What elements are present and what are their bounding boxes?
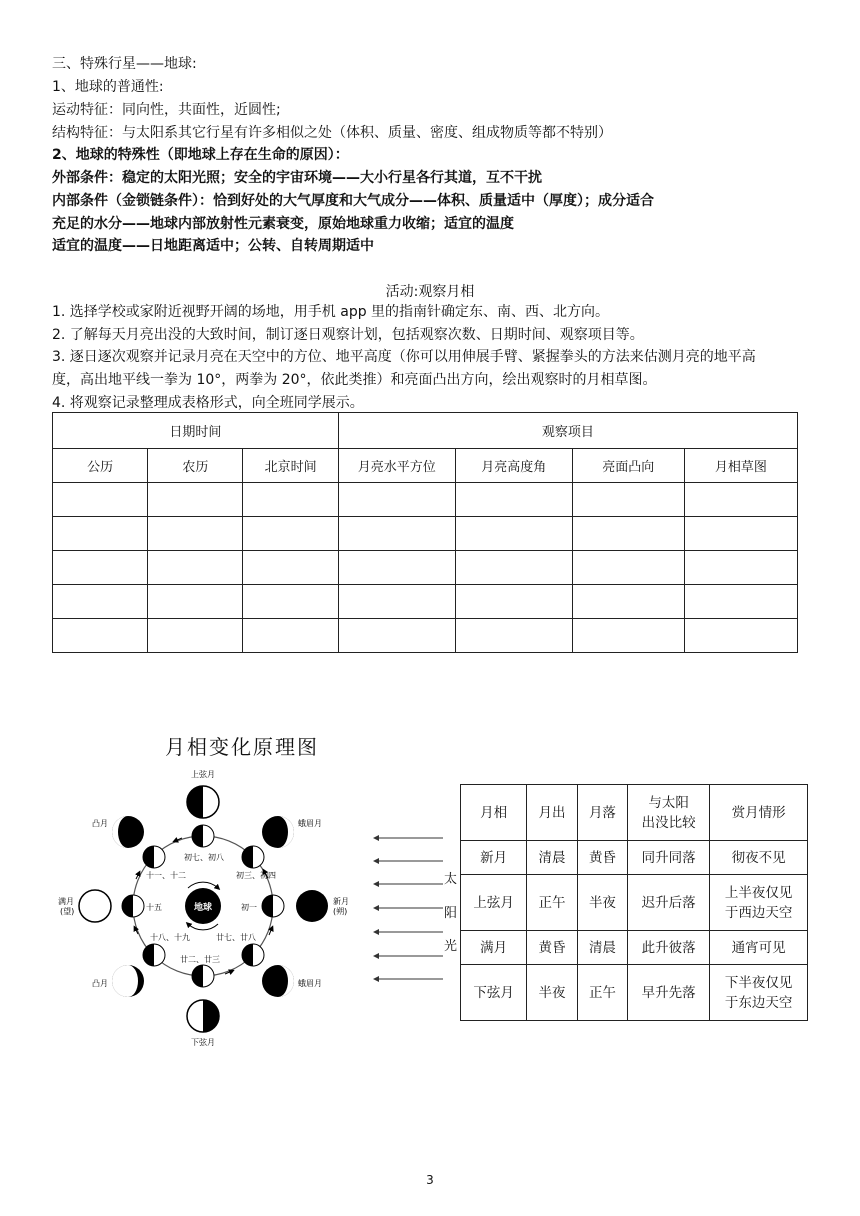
- empty-cell[interactable]: [338, 517, 455, 551]
- label-day-11-12: 十一、十二: [146, 871, 186, 880]
- cell-line: 于东边天空: [724, 994, 793, 1011]
- empty-cell[interactable]: [338, 585, 455, 619]
- temperature-condition: 适宜的温度——日地距离适中；公转、自转周期适中: [52, 238, 374, 254]
- cell: 清晨: [527, 841, 577, 875]
- label-full-moon: 满月: [58, 897, 74, 906]
- empty-cell[interactable]: [338, 483, 455, 517]
- activity-title: 活动:观察月相: [385, 284, 475, 300]
- empty-cell[interactable]: [338, 619, 455, 653]
- moon-phase-diagram: [50, 760, 360, 1060]
- col-header-line: 与太阳: [648, 794, 689, 811]
- cell: [710, 875, 808, 931]
- table-row: [461, 841, 808, 875]
- cell: [710, 965, 808, 1021]
- cell: 清晨: [577, 931, 627, 965]
- page-number: 3: [426, 1173, 434, 1187]
- last-quarter-moon-icon: [187, 1000, 219, 1032]
- cell: 同升同落: [628, 841, 710, 875]
- col-header: 月落: [577, 785, 627, 841]
- cell: 下弦月: [461, 965, 527, 1021]
- inner-moon-icon: [242, 944, 264, 966]
- label-first-quarter: 上弦月: [191, 770, 215, 779]
- label-day-22-23: 廿二、廿三: [180, 955, 220, 964]
- empty-cell[interactable]: [572, 483, 684, 517]
- empty-cell[interactable]: [53, 551, 148, 585]
- empty-cell[interactable]: [243, 483, 338, 517]
- activity-step-3-cont: 度，高出地平线一拳为 10°，两拳为 20°，依此类推）和亮面凸出方向，绘出观察时的月相草图。: [52, 372, 657, 388]
- empty-cell[interactable]: [572, 585, 684, 619]
- label-day-18-19: 十八、十九: [150, 933, 190, 942]
- label-day-7-8: 初七、初八: [184, 853, 224, 862]
- external-conditions: 外部条件：稳定的太阳光照；安全的宇宙环境——大小行星各行其道，互不干扰: [52, 170, 542, 186]
- cell: 通宵可见: [710, 931, 808, 965]
- table-row: [53, 585, 798, 619]
- subheading-general: 1、地球的普通性:: [52, 79, 164, 95]
- empty-cell[interactable]: [684, 585, 797, 619]
- empty-cell[interactable]: [148, 619, 243, 653]
- motion-features: 运动特征：同向性，共面性，近圆性;: [52, 102, 281, 118]
- activity-step-1: 1. 选择学校或家附近视野开阔的场地，用手机 app 里的指南针确定东、南、西、北方向。: [52, 304, 610, 320]
- inner-moon-icon: [192, 825, 214, 847]
- internal-conditions: 内部条件（金锁链条件）：恰到好处的大气厚度和大气成分——体积、质量适中（厚度）；成分适合: [52, 193, 654, 209]
- cell: 此升彼落: [628, 931, 710, 965]
- col-header: 农历: [148, 449, 243, 483]
- col-header: 月相草图: [684, 449, 797, 483]
- cell: 正午: [577, 965, 627, 1021]
- empty-cell[interactable]: [684, 517, 797, 551]
- empty-cell[interactable]: [684, 483, 797, 517]
- empty-cell[interactable]: [148, 585, 243, 619]
- observation-table: [52, 412, 798, 653]
- table-row: [53, 619, 798, 653]
- empty-cell[interactable]: [148, 551, 243, 585]
- label-day-27-28: 廿七、廿八: [216, 933, 256, 942]
- empty-cell[interactable]: [53, 483, 148, 517]
- empty-cell[interactable]: [455, 585, 572, 619]
- cell-line: 上半夜仅见: [724, 884, 793, 901]
- inner-moon-icon: [143, 944, 165, 966]
- col-header: 亮面凸向: [572, 449, 684, 483]
- section-heading: 三、特殊行星——地球:: [52, 56, 197, 72]
- empty-cell[interactable]: [455, 619, 572, 653]
- label-new-moon-sub: (朔): [333, 907, 348, 916]
- empty-cell[interactable]: [53, 619, 148, 653]
- activity-step-2: 2. 了解每天月亮出没的大致时间，制订逐日观察计划，包括观察次数、日期时间、观察项目等。: [52, 327, 644, 343]
- col-header: 北京时间: [243, 449, 338, 483]
- col-header: 月出: [527, 785, 577, 841]
- new-moon-icon: [296, 890, 328, 922]
- label-waxing-crescent: 蛾眉月: [298, 819, 322, 828]
- empty-cell[interactable]: [243, 517, 338, 551]
- label-waning-crescent: 蛾眉月: [298, 979, 322, 988]
- cell: 半夜: [527, 965, 577, 1021]
- inner-moon-icon: [192, 965, 214, 987]
- empty-cell[interactable]: [455, 483, 572, 517]
- label-full-moon-sub: (望): [60, 907, 75, 916]
- inner-moon-icon: [262, 895, 284, 917]
- activity-step-4: 4. 将观察记录整理成表格形式，向全班同学展示。: [52, 395, 364, 411]
- subheading-special: 2、地球的特殊性（即地球上存在生命的原因）：: [52, 147, 349, 163]
- empty-cell[interactable]: [572, 551, 684, 585]
- label-last-quarter: 下弦月: [191, 1038, 215, 1047]
- table-row: [461, 931, 808, 965]
- table-row: [53, 517, 798, 551]
- col-header: 月相: [461, 785, 527, 841]
- empty-cell[interactable]: [684, 619, 797, 653]
- cell: 满月: [461, 931, 527, 965]
- inner-moon-icon: [242, 846, 264, 868]
- activity-step-3: 3. 逐日逐次观察并记录月亮在天空中的方位、地平高度（你可以用伸展手臂、紧握拳头的方法来估测月亮的地平高: [52, 349, 756, 365]
- empty-cell[interactable]: [243, 551, 338, 585]
- cell: 新月: [461, 841, 527, 875]
- waning-crescent-bottom-icon: [262, 965, 294, 997]
- col-header: 公历: [53, 449, 148, 483]
- sunlight-label-3: 光: [444, 939, 458, 954]
- rotation-arrow: [188, 924, 218, 930]
- cell: 彻夜不见: [710, 841, 808, 875]
- empty-cell[interactable]: [572, 517, 684, 551]
- empty-cell[interactable]: [243, 585, 338, 619]
- col-header: 赏月情形: [710, 785, 808, 841]
- empty-cell[interactable]: [53, 585, 148, 619]
- table-row: [461, 965, 808, 1021]
- cell: 黄昏: [577, 841, 627, 875]
- label-day-3-4: 初三、初四: [236, 871, 276, 880]
- empty-cell[interactable]: [338, 551, 455, 585]
- label-gibbous-bottom: 凸月: [92, 979, 108, 988]
- empty-cell[interactable]: [455, 517, 572, 551]
- sunlight-label-2: 阳: [444, 906, 458, 921]
- gibbous-bottom-icon: [112, 965, 144, 997]
- label-day-15: 十五: [146, 903, 162, 912]
- cell: 黄昏: [527, 931, 577, 965]
- group-header-datetime: 日期时间: [53, 413, 339, 449]
- col-header: 月亮高度角: [455, 449, 572, 483]
- empty-cell[interactable]: [148, 517, 243, 551]
- rotation-arrow: [188, 882, 218, 888]
- full-moon-icon: [79, 890, 111, 922]
- inner-moon-icon: [143, 846, 165, 868]
- empty-cell[interactable]: [572, 619, 684, 653]
- label-gibbous-top: 凸月: [92, 819, 108, 828]
- sunlight-label-1: 太: [444, 872, 458, 887]
- empty-cell[interactable]: [243, 619, 338, 653]
- water-condition: 充足的水分——地球内部放射性元素衰变，原始地球重力收缩；适宜的温度: [52, 216, 514, 232]
- table-row: [53, 483, 798, 517]
- cell: 半夜: [577, 875, 627, 931]
- cell: 上弦月: [461, 875, 527, 931]
- cell: 早升先落: [628, 965, 710, 1021]
- cell-line: 下半夜仅见: [724, 974, 793, 991]
- col-header: [628, 785, 710, 841]
- empty-cell[interactable]: [684, 551, 797, 585]
- empty-cell[interactable]: [455, 551, 572, 585]
- cell: 迟升后落: [628, 875, 710, 931]
- empty-cell[interactable]: [53, 517, 148, 551]
- earth-label: 地球: [193, 903, 213, 913]
- group-header-items: 观察项目: [338, 413, 797, 449]
- empty-cell[interactable]: [148, 483, 243, 517]
- inner-moon-icon: [122, 895, 144, 917]
- moon-phase-table: [460, 784, 808, 1021]
- diagram-title: 月相变化原理图: [165, 735, 319, 759]
- table-row: [53, 551, 798, 585]
- label-day-1: 初一: [241, 903, 257, 912]
- waxing-crescent-top-icon: [262, 816, 294, 848]
- table-row: [461, 875, 808, 931]
- gibbous-top-icon: [112, 816, 144, 848]
- label-new-moon: 新月: [333, 897, 349, 906]
- col-header-line: 出没比较: [641, 814, 696, 831]
- structure-features: 结构特征：与太阳系其它行星有许多相似之处（体积、质量、密度、组成物质等都不特别）: [52, 125, 612, 141]
- first-quarter-moon-icon: [187, 786, 219, 818]
- cell: 正午: [527, 875, 577, 931]
- col-header: 月亮水平方位: [338, 449, 455, 483]
- cell-line: 于西边天空: [724, 904, 793, 921]
- sunlight-arrows: [368, 828, 448, 988]
